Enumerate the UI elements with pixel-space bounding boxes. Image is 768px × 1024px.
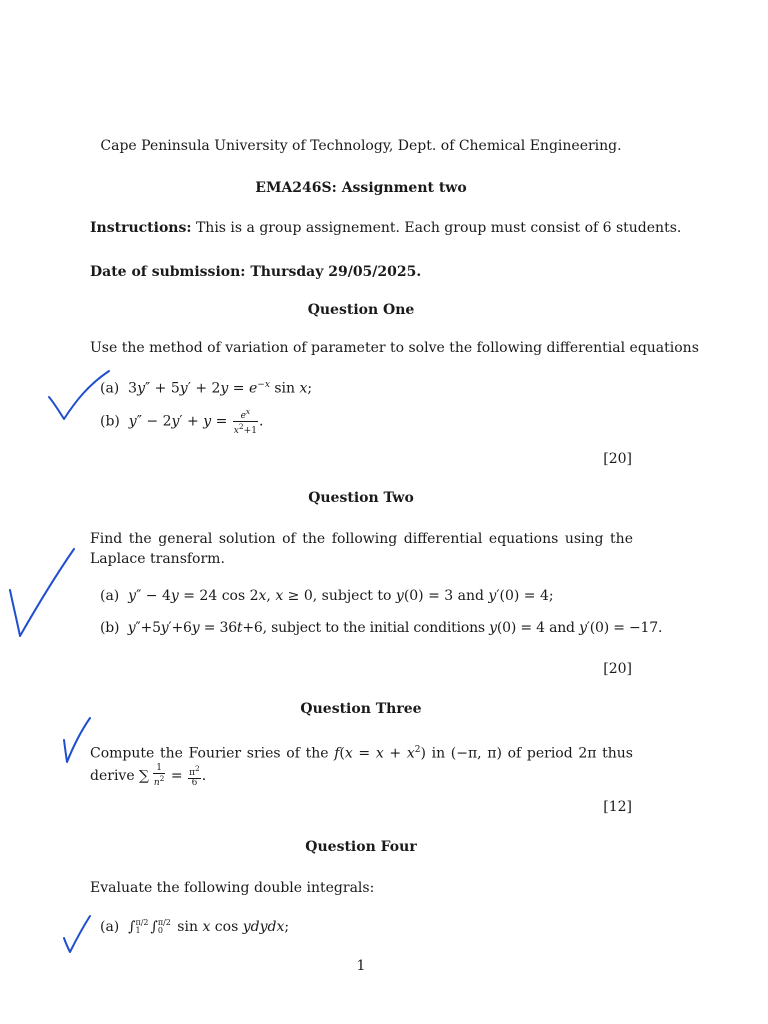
course-title: EMA246S: Assignment two — [255, 180, 467, 196]
question-one-item-b: (b) y″ − 2y′ + y = $\frac{e^x}{x^2+1}$ . — [100, 407, 264, 436]
fraction: $\frac{e^x}{x^2+1}$ — [233, 407, 257, 436]
question-four-title: Question Four — [305, 839, 417, 855]
institution-line: Cape Peninsula University of Technology, Dept. of Chemical Engineering. — [100, 138, 622, 154]
instructions-text: This is a group assignement. Each group must consist of 6 students. — [195, 220, 682, 236]
handwritten-checkmark-icon — [60, 714, 94, 766]
question-three-title: Question Three — [300, 701, 422, 717]
question-two-title: Question Two — [308, 490, 414, 506]
submission-date: Date of submission: Thursday 29/05/2025. — [90, 264, 422, 280]
question-one-prompt: Use the method of variation of parameter to solve the following differential equations — [90, 340, 699, 356]
page-number: 1 — [356, 958, 366, 974]
instructions-label: Instructions: — [90, 220, 192, 236]
handwritten-checkmark-icon — [60, 912, 94, 956]
fraction: $\frac{1}{n^2}$ — [153, 762, 165, 788]
question-one-marks: [20] — [603, 451, 632, 467]
question-two-item-a: (a) y″ − 4y = 24 cos 2x, x ≥ 0, subject to y(0) = 3 and y′(0) = 4; — [100, 588, 554, 604]
question-one-item-a: (a) $3y'' + 5y' + 2y = e^{-x}$ sin x; — [100, 380, 313, 397]
question-four-item-a: (a) ∫ π/2 1 ∫ π/2 0 sin x cos ydydx; — [100, 918, 290, 935]
question-one-title: Question One — [307, 302, 415, 318]
question-two-prompt: Find the general solution of the following differential equations using the Laplace transform. — [90, 531, 633, 567]
question-three-marks: [12] — [603, 799, 632, 815]
question-two-item-b: (b) y″+5y′+6y = 36t+6, subject to the initial conditions y(0) = 4 and y′(0) = −17. — [100, 620, 663, 636]
handwritten-checkmark-icon — [6, 545, 78, 641]
question-four-prompt: Evaluate the following double integrals: — [90, 880, 375, 896]
question-two-marks: [20] — [603, 661, 632, 677]
instructions-line — [90, 219, 681, 237]
fraction: $\frac{\pi^2}{6}$ — [189, 763, 200, 788]
question-three-prompt: Compute the Fourier sries of the $f(x = x + x^2)$ in (−π, π) of period 2π thus derive ∑ $\frac{1}{n^2}$ = $\frac{\pi^2}{6}$ . — [90, 745, 633, 788]
